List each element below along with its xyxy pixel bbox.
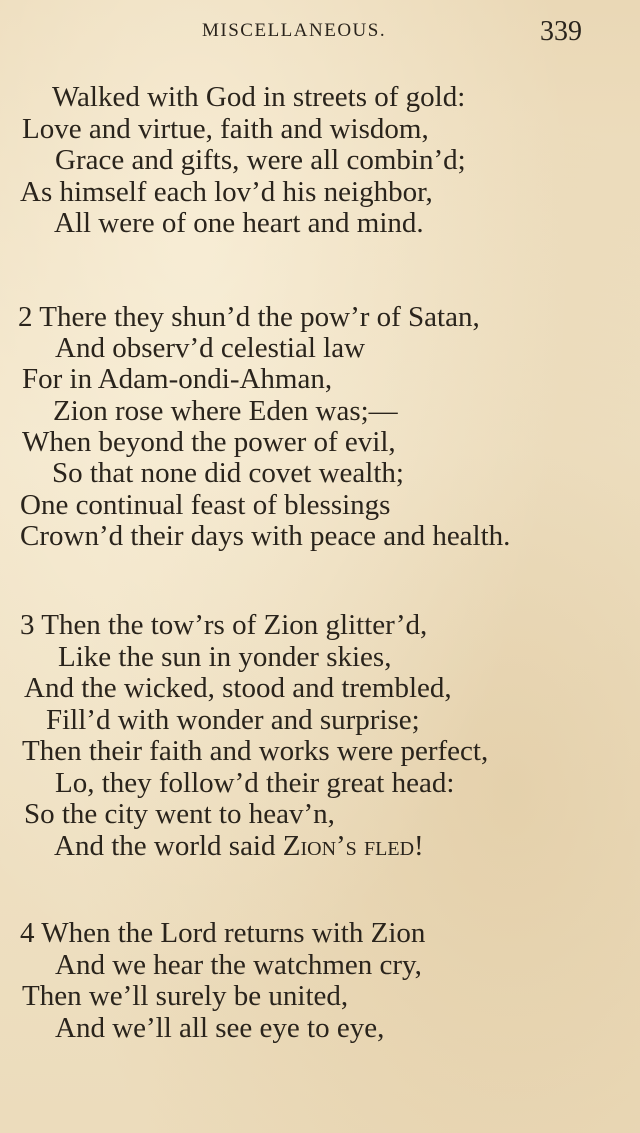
verse-line-text: And the world said (54, 830, 283, 862)
verse-line: Lo, they follow’d their great head: (55, 767, 455, 799)
emphasis-text: Zion’s fled (282, 830, 415, 862)
verse-line: And observ’d celestial law (55, 332, 366, 364)
verse-line: And we’ll all see eye to eye, (55, 1012, 385, 1044)
verse-line: Love and virtue, faith and wisdom, (22, 113, 429, 145)
verse-line: Fill’d with wonder and surprise; (46, 704, 420, 736)
verse-line: 2 There they shun’d the pow’r of Satan, (18, 301, 480, 333)
running-head: MISCELLANEOUS. (202, 20, 387, 41)
verse-line: Then we’ll surely be united, (22, 980, 349, 1012)
verse-line: 3 Then the tow’rs of Zion glitter’d, (20, 609, 428, 641)
verse-line: Then their faith and works were perfect, (22, 735, 489, 767)
verse-line: 4 When the Lord returns with Zion (20, 917, 426, 949)
verse-line: When beyond the power of evil, (22, 426, 396, 458)
verse-line: For in Adam-ondi-Ahman, (22, 363, 333, 395)
verse-line: As himself each lov’d his neighbor, (20, 176, 433, 208)
page-header (0, 16, 640, 50)
verse-line: And the wicked, stood and trembled, (24, 672, 452, 704)
verse-line: Crown’d their days with peace and health. (20, 520, 511, 552)
verse-line-end: ! (414, 830, 424, 862)
verse-line: Grace and gifts, were all combin’d; (55, 144, 466, 176)
verse-line: So the city went to heav’n, (24, 798, 335, 830)
verse-line: Walked with God in streets of gold: (52, 81, 466, 113)
verse-line: So that none did covet wealth; (52, 457, 404, 489)
verse-line: Like the sun in yonder skies, (58, 641, 392, 673)
verse-line: All were of one heart and mind. (54, 207, 424, 239)
verse-line: And we hear the watchmen cry, (55, 949, 422, 981)
verse-line: Zion rose where Eden was;— (53, 395, 398, 427)
verse-line-final (54, 831, 424, 861)
verse-line: One continual feast of blessings (20, 489, 391, 521)
page-number: 339 (540, 16, 582, 47)
